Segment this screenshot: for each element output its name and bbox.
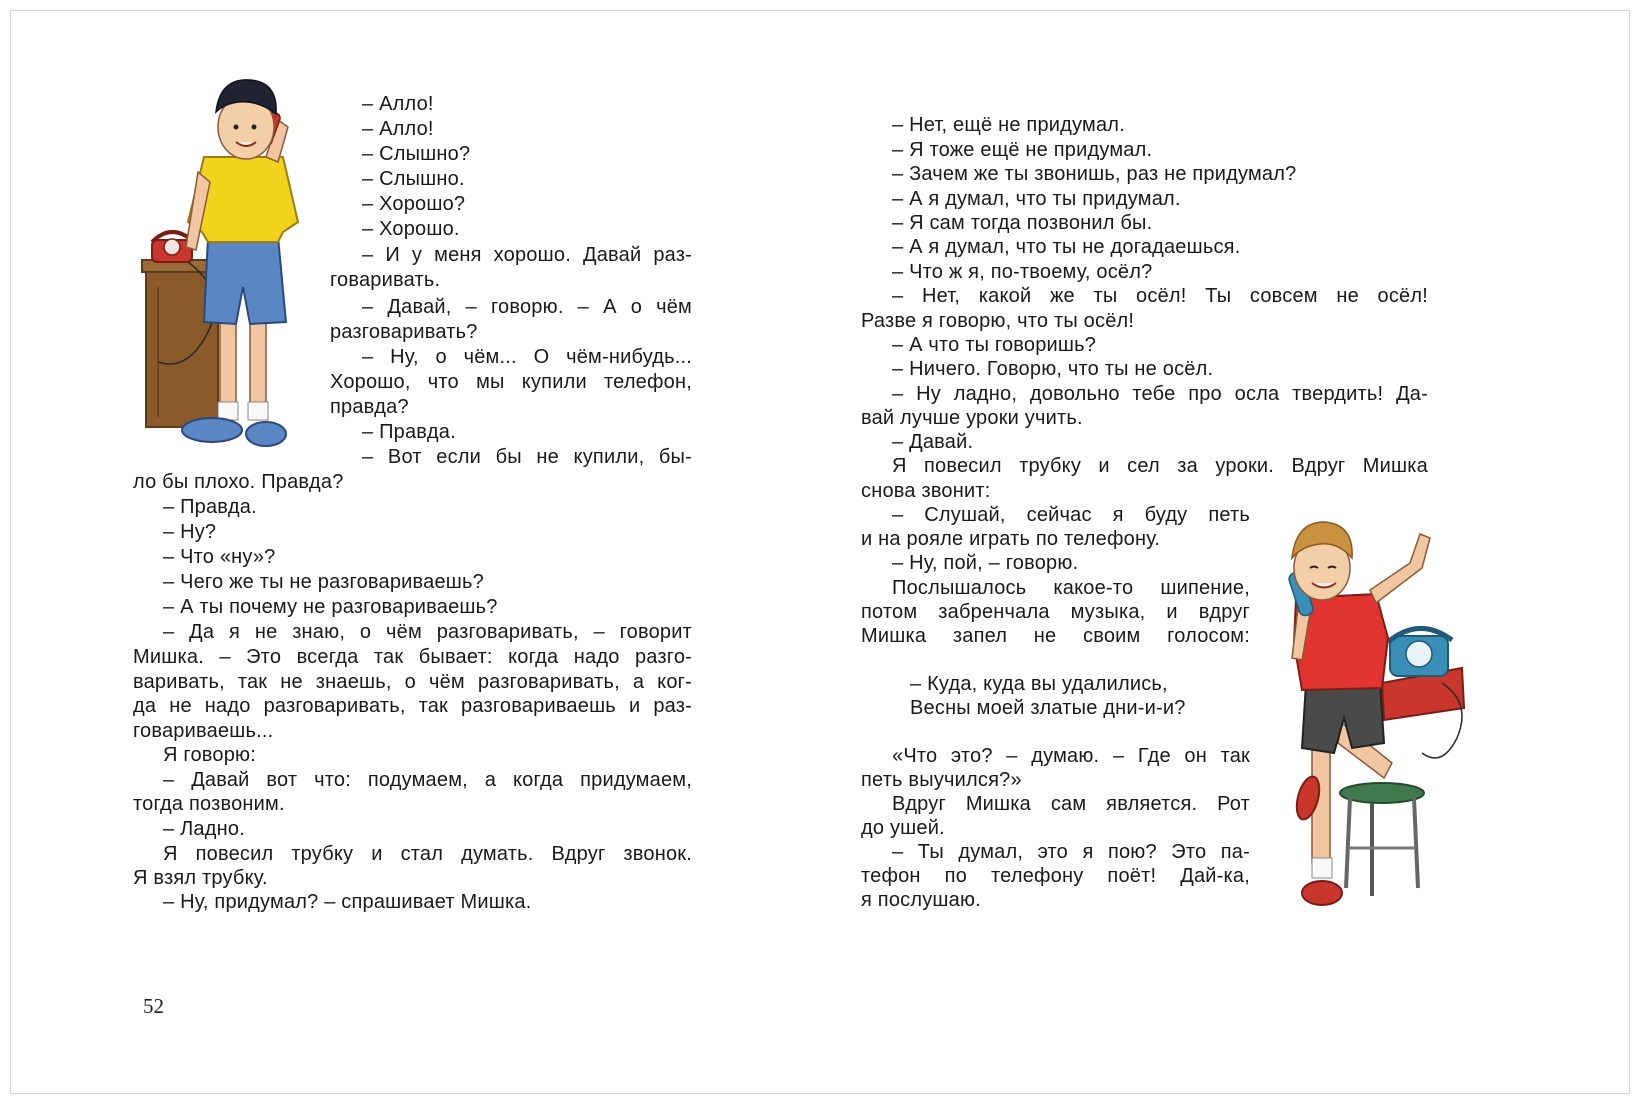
- text-line: петь выучился?»: [861, 769, 1022, 791]
- text-line: – Что ж я, по-твоему, осёл?: [892, 261, 1153, 283]
- text-line: – Ну, пой, – говорю.: [892, 552, 1079, 574]
- text-line: – Ну?: [163, 521, 217, 543]
- page-number: 52: [143, 994, 164, 1018]
- text-line: – И у меня хорошо. Давай раз-: [362, 244, 692, 266]
- text-line: Я повесил трубку и сел за уроки. Вдруг Мишка: [892, 455, 1428, 477]
- text-line: – Нет, какой же ты осёл! Ты совсем не осёл!: [892, 285, 1428, 307]
- text-line: да не надо разговаривать, так разговариваешь и раз-: [133, 695, 692, 717]
- text-line: – Да я не знаю, о чём разговаривать, – говорит: [163, 621, 692, 643]
- text-line: Послышалось какое-то шипение,: [892, 577, 1250, 599]
- text-line: «Что это? – думаю. – Где он так: [892, 745, 1250, 767]
- text-line: Я взял трубку.: [133, 867, 268, 889]
- text-line: – Ну, о чём... О чём-нибудь...: [362, 346, 692, 368]
- text-line: – Слышно.: [362, 168, 465, 190]
- text-line: – Ну, придумал? – спрашивает Мишка.: [163, 891, 532, 913]
- text-line: – Ты думал, это я пою? Это па-: [892, 841, 1250, 863]
- boy-with-red-phone-illustration: [138, 72, 308, 462]
- text-line: Хорошо, что мы купили телефон,: [330, 371, 692, 393]
- text-line: – А я думал, что ты не догадаешься.: [892, 236, 1241, 258]
- text-line: тефон по телефону поёт! Дай-ка,: [861, 865, 1250, 887]
- text-line: тогда позвоним.: [133, 793, 285, 815]
- text-line: – Алло!: [362, 118, 434, 140]
- text-line: Я повесил трубку и стал думать. Вдруг звонок.: [163, 843, 692, 865]
- verse-line: Весны моей златые дни-и-и?: [910, 697, 1186, 719]
- text-line: – Нет, ещё не придумал.: [892, 114, 1125, 136]
- text-line: – Вот если бы не купили, бы-: [362, 446, 692, 468]
- teal-telephone-icon: [1388, 628, 1452, 676]
- text-line: – Слушай, сейчас я буду петь: [892, 504, 1250, 526]
- text-line: – Ну ладно, довольно тебе про осла твердить! Да-: [892, 383, 1428, 405]
- text-line: – Слышно?: [362, 143, 471, 165]
- text-line: – А ты почему не разговариваешь?: [163, 596, 498, 618]
- text-line: – Давай, – говорю. – А о чём: [362, 296, 692, 318]
- text-line: потом забренчала музыка, и вдруг: [861, 601, 1250, 623]
- text-line: Мишка. – Это всегда так бывает: когда надо разго-: [133, 646, 692, 668]
- text-line: говаривать.: [330, 269, 441, 291]
- text-line: Мишка запел не своим голосом:: [861, 625, 1250, 647]
- text-line: – А я думал, что ты придумал.: [892, 188, 1181, 210]
- text-line: и на рояле играть по телефону.: [861, 528, 1161, 550]
- boy-with-teal-phone-illustration: [1272, 508, 1472, 918]
- text-line: – Хорошо.: [362, 218, 460, 240]
- text-line: – Я тоже ещё не придумал.: [892, 139, 1153, 161]
- text-line: я послушаю.: [861, 889, 981, 911]
- text-line: Вдруг Мишка сам является. Рот: [892, 793, 1250, 815]
- text-line: – Чего же ты не разговариваешь?: [163, 571, 484, 593]
- text-line: вай лучше уроки учить.: [861, 407, 1083, 429]
- text-line: – Алло!: [362, 93, 434, 115]
- text-line: снова звонит:: [861, 480, 991, 502]
- text-line: варивать, так не знаешь, о чём разговаривать, а ког-: [133, 671, 692, 693]
- text-line: – Зачем же ты звонишь, раз не придумал?: [892, 163, 1297, 185]
- text-line: – Ничего. Говорю, что ты не осёл.: [892, 358, 1214, 380]
- text-line: – Ладно.: [163, 818, 245, 840]
- text-line: – Я сам тогда позвонил бы.: [892, 212, 1153, 234]
- text-line: говариваешь...: [133, 720, 274, 742]
- text-line: – Давай.: [892, 431, 974, 453]
- text-line: до ушей.: [861, 817, 945, 839]
- text-line: разговаривать?: [330, 321, 478, 343]
- text-line: Разве я говорю, что ты осёл!: [861, 310, 1135, 332]
- text-line: – Правда.: [362, 421, 456, 443]
- text-line: правда?: [330, 396, 409, 418]
- text-line: – Что «ну»?: [163, 546, 276, 568]
- text-line: Я говорю:: [163, 744, 256, 766]
- verse-line: – Куда, куда вы удалились,: [910, 673, 1168, 695]
- text-line: – Давай вот что: подумаем, а когда придумаем,: [163, 769, 692, 791]
- text-line: ло бы плохо. Правда?: [133, 471, 344, 493]
- text-line: – Хорошо?: [362, 193, 466, 215]
- text-line: – Правда.: [163, 496, 257, 518]
- text-line: – А что ты говоришь?: [892, 334, 1097, 356]
